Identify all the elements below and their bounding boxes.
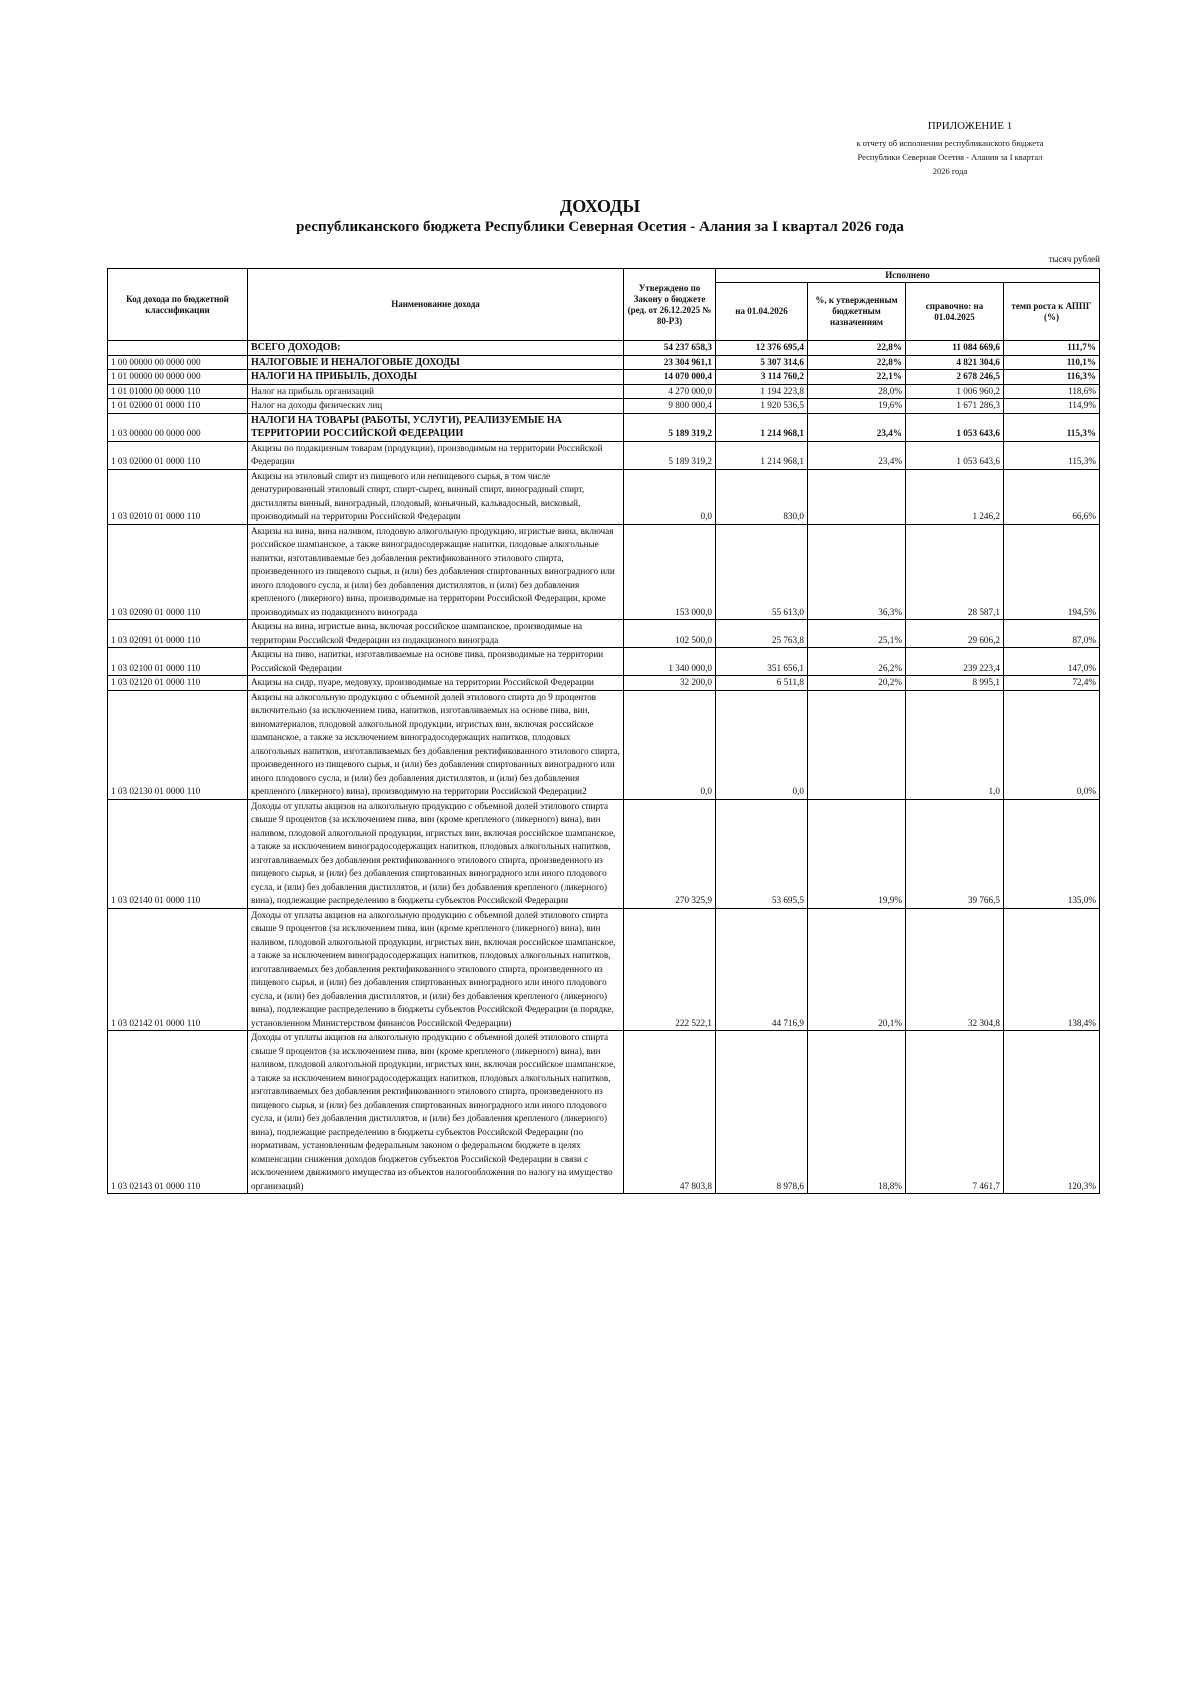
document-heading — [100, 196, 1100, 236]
row-code: 1 03 02090 01 0000 110 — [108, 524, 248, 620]
row-reference: 29 606,2 — [906, 620, 1004, 648]
header-executed-group: Исполнено — [716, 269, 1100, 283]
row-name: Акцизы на этиловый спирт из пищевого или непищевого сырья, в том числе денатурированный этиловый спирт, спирт-сырец, винный спирт, виноградный спирт, дистилляты винный, виноградный, плодовый, коньячный, кальвадосный, висковый, производимый на территории Российской Федерации — [248, 469, 624, 524]
appendix-line: к отчету об исполнении республиканского бюджета — [856, 138, 1044, 148]
row-reference: 1 671 286,3 — [906, 399, 1004, 414]
row-growth: 87,0% — [1004, 620, 1100, 648]
row-name: Акцизы на сидр, пуаре, медовуху, производимые на территории Российской Федерации — [248, 676, 624, 691]
row-growth: 66,6% — [1004, 469, 1100, 524]
row-reference: 7 461,7 — [906, 1031, 1004, 1194]
row-approved: 0,0 — [624, 690, 716, 799]
header-approved: Утверждено по Закону о бюджете (ред. от 26.12.2025 № 80-РЗ) — [624, 269, 716, 341]
row-name: НАЛОГИ НА ПРИБЫЛЬ, ДОХОДЫ — [248, 370, 624, 385]
appendix-caption — [800, 136, 1100, 178]
row-executed: 1 920 536,5 — [716, 399, 808, 414]
row-name: Акцизы по подакцизным товарам (продукции), производимым на территории Российской Федерации — [248, 441, 624, 469]
row-approved: 14 070 000,4 — [624, 370, 716, 385]
header-code: Код дохода по бюджетной классификации — [108, 269, 248, 341]
row-name: Акцизы на вина, вина наливом, плодовую алкогольную продукцию, игристые вина, включая российское шампанское, а также виноградосодержащие напитки, плодовые алкогольные напитки, изготавливаемые без добавления ректификованного этилового спирта, произведенного из пищевого сырья, и (или) без добавления спиртованных виноградного или иного плодового сусла, и (или) без добавления дистиллятов, и (или) без добавления крепленого (ликерного) вина, производимые на территории Российской Федерации, кроме производимых из подакцизного винограда — [248, 524, 624, 620]
row-name: Акцизы на вина, игристые вина, включая российское шампанское, производимые на территории Российской Федерации из подакцизного винограда — [248, 620, 624, 648]
row-reference: 1 246,2 — [906, 469, 1004, 524]
row-reference: 39 766,5 — [906, 799, 1004, 908]
row-percent: 25,1% — [808, 620, 906, 648]
row-approved: 153 000,0 — [624, 524, 716, 620]
row-percent: 22,8% — [808, 341, 906, 356]
row-name: Акцизы на пиво, напитки, изготавливаемые на основе пива, производимые на территории Российской Федерации — [248, 648, 624, 676]
row-name: Доходы от уплаты акцизов на алкогольную продукцию с объемной долей этилового спирта свыше 9 процентов (за исключением пива, вин (кроме крепленого (ликерного) вина), вин наливом, плодовой алкогольной продукции, игристых вин, включая российское шампанское, а также за исключением виноградосодержащих напитков, плодовых алкогольных напитков, изготавливаемых без добавления ректификованного этилового спирта, произведенного из пищевого сырья, и (или) без добавления спиртованных виноградного или иного плодового сусла, и (или) без добавления дистиллятов, и (или) без добавления крепленого (ликерного) вина), подлежащие распределению в бюджеты субъектов Российской Федерации (по нормативам, установленным федеральным законом о федеральном бюджете в целях компенсации снижения доходов бюджетов субъектов Российской Федерации в связи с исключением движимого имущества из объектов налогообложения по налогу на имущество организаций) — [248, 1031, 624, 1194]
row-approved: 23 304 961,1 — [624, 355, 716, 370]
table-row — [108, 341, 1100, 356]
row-reference: 239 223,4 — [906, 648, 1004, 676]
row-percent: 18,8% — [808, 1031, 906, 1194]
row-growth: 110,1% — [1004, 355, 1100, 370]
row-growth: 147,0% — [1004, 648, 1100, 676]
row-code: 1 03 02140 01 0000 110 — [108, 799, 248, 908]
row-approved: 4 270 000,0 — [624, 384, 716, 399]
row-executed: 5 307 314,6 — [716, 355, 808, 370]
appendix-block — [800, 120, 1100, 178]
row-code: 1 03 02100 01 0000 110 — [108, 648, 248, 676]
row-growth: 118,6% — [1004, 384, 1100, 399]
row-percent: 26,2% — [808, 648, 906, 676]
table-row — [108, 648, 1100, 676]
row-code: 1 00 00000 00 0000 000 — [108, 355, 248, 370]
table-row — [108, 690, 1100, 799]
row-percent: 23,4% — [808, 413, 906, 441]
row-name: ВСЕГО ДОХОДОВ: — [248, 341, 624, 356]
table-row — [108, 799, 1100, 908]
appendix-title: ПРИЛОЖЕНИЕ 1 — [927, 120, 1013, 132]
row-code: 1 03 02143 01 0000 110 — [108, 1031, 248, 1194]
row-executed: 53 695,5 — [716, 799, 808, 908]
table-row — [108, 441, 1100, 469]
row-approved: 222 522,1 — [624, 908, 716, 1031]
document-title: ДОХОДЫ — [559, 196, 641, 216]
row-reference: 32 304,8 — [906, 908, 1004, 1031]
row-approved: 270 325,9 — [624, 799, 716, 908]
row-percent: 36,3% — [808, 524, 906, 620]
row-code: 1 03 02000 01 0000 110 — [108, 441, 248, 469]
table-row — [108, 370, 1100, 385]
row-approved: 0,0 — [624, 469, 716, 524]
row-executed: 830,0 — [716, 469, 808, 524]
row-reference: 2 678 246,5 — [906, 370, 1004, 385]
header-percent: %, к утвержденным бюджетным назначениям — [808, 283, 906, 341]
row-growth: 111,7% — [1004, 341, 1100, 356]
document-subtitle: республиканского бюджета Республики Северная Осетия - Алания за I квартал 2026 года — [296, 219, 904, 235]
row-code: 1 03 00000 00 0000 000 — [108, 413, 248, 441]
row-executed: 351 656,1 — [716, 648, 808, 676]
row-code: 1 01 01000 00 0000 110 — [108, 384, 248, 399]
row-code: 1 03 02010 01 0000 110 — [108, 469, 248, 524]
row-reference: 1 053 643,6 — [906, 441, 1004, 469]
row-reference: 1 053 643,6 — [906, 413, 1004, 441]
row-percent: 19,9% — [808, 799, 906, 908]
row-approved: 32 200,0 — [624, 676, 716, 691]
row-growth: 120,3% — [1004, 1031, 1100, 1194]
row-executed: 12 376 695,4 — [716, 341, 808, 356]
row-growth: 115,3% — [1004, 413, 1100, 441]
table-row — [108, 524, 1100, 620]
row-name: НАЛОГОВЫЕ И НЕНАЛОГОВЫЕ ДОХОДЫ — [248, 355, 624, 370]
table-row — [108, 355, 1100, 370]
row-percent: 23,4% — [808, 441, 906, 469]
row-percent: 28,0% — [808, 384, 906, 399]
table-row — [108, 384, 1100, 399]
row-percent: 20,1% — [808, 908, 906, 1031]
row-code: 1 03 02120 01 0000 110 — [108, 676, 248, 691]
row-approved: 102 500,0 — [624, 620, 716, 648]
row-growth: 72,4% — [1004, 676, 1100, 691]
table-row — [108, 413, 1100, 441]
table-row — [108, 908, 1100, 1031]
row-approved: 1 340 000,0 — [624, 648, 716, 676]
row-growth: 135,0% — [1004, 799, 1100, 908]
row-approved: 5 189 319,2 — [624, 441, 716, 469]
row-growth: 114,9% — [1004, 399, 1100, 414]
row-executed: 1 214 968,1 — [716, 413, 808, 441]
row-growth: 0,0% — [1004, 690, 1100, 799]
row-name: Доходы от уплаты акцизов на алкогольную продукцию с объемной долей этилового спирта свыше 9 процентов (за исключением пива, вин (кроме крепленого (ликерного) вина), вин наливом, плодовой алкогольной продукции, игристых вин, включая российское шампанское, а также за исключением виноградосодержащих напитков, плодовых алкогольных напитков, изготавливаемых без добавления ректификованного этилового спирта, произведенного из пищевого сырья, и (или) без добавления спиртованных виноградного или иного плодового сусла, и (или) без добавления дистиллятов, и (или) без добавления крепленого (ликерного) вина), подлежащие распределению в бюджеты субъектов Российской Федерации (в порядке, установленном Министерством финансов Российской Федерации) — [248, 908, 624, 1031]
table-row — [108, 399, 1100, 414]
row-percent — [808, 690, 906, 799]
row-executed: 3 114 760,2 — [716, 370, 808, 385]
row-name: Налог на прибыль организаций — [248, 384, 624, 399]
table-row — [108, 676, 1100, 691]
row-reference: 11 084 669,6 — [906, 341, 1004, 356]
row-approved: 47 803,8 — [624, 1031, 716, 1194]
appendix-line: Республики Северная Осетия - Алания за I квартал — [857, 152, 1043, 162]
table-row — [108, 1031, 1100, 1194]
row-executed: 8 978,6 — [716, 1031, 808, 1194]
row-name: Налог на доходы физических лиц — [248, 399, 624, 414]
row-executed: 6 511,8 — [716, 676, 808, 691]
row-growth: 116,3% — [1004, 370, 1100, 385]
units-label: тысяч рублей — [1048, 254, 1100, 264]
row-growth: 194,5% — [1004, 524, 1100, 620]
row-approved: 5 189 319,2 — [624, 413, 716, 441]
row-growth: 138,4% — [1004, 908, 1100, 1031]
row-code: 1 01 00000 00 0000 000 — [108, 370, 248, 385]
row-percent: 19,6% — [808, 399, 906, 414]
table-row — [108, 469, 1100, 524]
row-reference: 1,0 — [906, 690, 1004, 799]
row-percent: 20,2% — [808, 676, 906, 691]
row-reference: 1 006 960,2 — [906, 384, 1004, 399]
row-code: 1 03 02130 01 0000 110 — [108, 690, 248, 799]
row-reference: 4 821 304,6 — [906, 355, 1004, 370]
row-percent: 22,8% — [808, 355, 906, 370]
row-executed: 44 716,9 — [716, 908, 808, 1031]
table-body — [108, 341, 1100, 1194]
header-name: Наименование дохода — [248, 269, 624, 341]
row-growth: 115,3% — [1004, 441, 1100, 469]
appendix-line: 2026 года — [932, 166, 968, 176]
row-percent: 22,1% — [808, 370, 906, 385]
row-executed: 1 194 223,8 — [716, 384, 808, 399]
row-approved: 9 800 000,4 — [624, 399, 716, 414]
header-executed: на 01.04.2026 — [716, 283, 808, 341]
row-executed: 0,0 — [716, 690, 808, 799]
row-code: 1 03 02142 01 0000 110 — [108, 908, 248, 1031]
row-executed: 55 613,0 — [716, 524, 808, 620]
header-reference: справочно: на 01.04.2025 — [906, 283, 1004, 341]
row-reference: 28 587,1 — [906, 524, 1004, 620]
row-executed: 25 763,8 — [716, 620, 808, 648]
revenue-table — [107, 268, 1100, 1194]
row-code — [108, 341, 248, 356]
row-name: НАЛОГИ НА ТОВАРЫ (РАБОТЫ, УСЛУГИ), РЕАЛИЗУЕМЫЕ НА ТЕРРИТОРИИ РОССИЙСКОЙ ФЕДЕРАЦИИ — [248, 413, 624, 441]
header-growth: темп роста к АППГ (%) — [1004, 283, 1100, 341]
row-name: Доходы от уплаты акцизов на алкогольную продукцию с объемной долей этилового спирта свыше 9 процентов (за исключением пива, вин (кроме крепленого (ликерного) вина), вин наливом, плодовой алкогольной продукции, игристых вин, включая российское шампанское, а также за исключением виноградосодержащих напитков, плодовых алкогольных напитков, изготавливаемых без добавления ректификованного этилового спирта, произведенного из пищевого сырья, и (или) без добавления спиртованных виноградного или иного плодового сусла, и (или) без добавления дистиллятов, и (или) без добавления крепленого (ликерного) вина), подлежащие распределению в бюджеты субъектов Российской Федерации — [248, 799, 624, 908]
row-code: 1 03 02091 01 0000 110 — [108, 620, 248, 648]
row-name: Акцизы на алкогольную продукцию с объемной долей этилового спирта до 9 процентов включительно (за исключением пива, напитков, изготавливаемых на основе пива, вин, виноматериалов, плодовой алкогольной продукции, игристых вин, включая российское шампанское, а также за исключением виноградосодержащих напитков, плодовых алкогольных напитков, изготавливаемых без добавления ректификованного этилового спирта, произведенного из пищевого сырья, и (или) без добавления спиртованных виноградного или иного плодового сусла, и (или) без добавления дистиллятов, и (или) без добавления крепленого (ликерного) вина), производимую на территории Российской Федерации2 — [248, 690, 624, 799]
row-code: 1 01 02000 01 0000 110 — [108, 399, 248, 414]
row-executed: 1 214 968,1 — [716, 441, 808, 469]
table-row — [108, 620, 1100, 648]
row-percent — [808, 469, 906, 524]
row-reference: 8 995,1 — [906, 676, 1004, 691]
row-approved: 54 237 658,3 — [624, 341, 716, 356]
